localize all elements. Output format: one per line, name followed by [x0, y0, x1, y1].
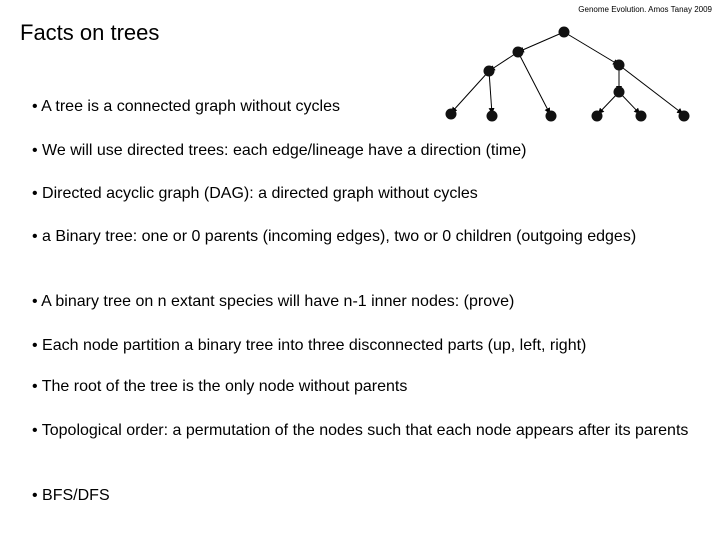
bullet-item: • Each node partition a binary tree into three disconnected parts (up, left, right)	[32, 337, 587, 354]
slide-credit: Genome Evolution. Amos Tanay 2009	[578, 5, 712, 14]
bullet-item: • The root of the tree is the only node without parents	[32, 378, 408, 395]
tree-node	[614, 60, 625, 71]
bullet-item: • We will use directed trees: each edge/lineage have a direction (time)	[32, 142, 527, 159]
tree-node-root	[559, 27, 570, 38]
bullet-item: • Topological order: a permutation of the nodes such that each node appears after its parents	[32, 422, 689, 439]
bullet-item: • Directed acyclic graph (DAG): a directed graph without cycles	[32, 185, 478, 202]
tree-node	[513, 47, 524, 58]
bullet-item: • a Binary tree: one or 0 parents (incoming edges), two or 0 children (outgoing edges)	[32, 228, 637, 245]
slide-title: Facts on trees	[20, 20, 160, 45]
tree-edge	[564, 32, 619, 65]
tree-edge	[518, 32, 564, 52]
tree-node	[484, 66, 495, 77]
bullet-item: • A tree is a connected graph without cycles	[32, 98, 340, 115]
bullet-item: • BFS/DFS	[32, 487, 110, 504]
bullet-item: • A binary tree on n extant species will have n-1 inner nodes: (prove)	[32, 293, 515, 310]
